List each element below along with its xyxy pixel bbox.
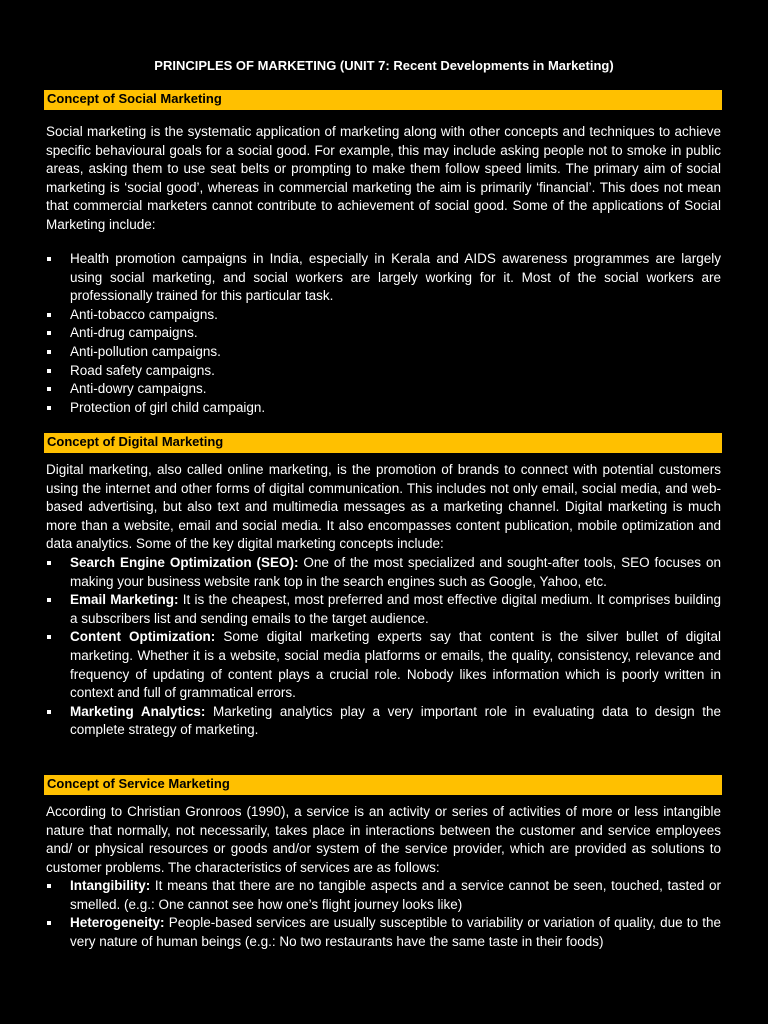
- document-title: PRINCIPLES OF MARKETING (UNIT 7: Recent Developments in Marketing): [154, 58, 614, 73]
- list-item: [46, 914, 721, 951]
- bullet-icon: [47, 331, 51, 335]
- section-heading-service-marketing: Concept of Service Marketing: [44, 775, 722, 795]
- bullet-icon: [47, 635, 51, 639]
- bullet-icon: [47, 884, 51, 888]
- list-item-term: Search Engine Optimization (SEO):: [70, 555, 299, 570]
- service-marketing-paragraph: According to Christian Gronroos (1990), a service is an activity or series of activities of more or less intangible nature that normally, not necessarily, takes place in interactions between the customer and service employees and/ or physical resources or goods and/or system of the service provider, which are provided as solutions to customer problems. The characteristics of services are as follows:: [46, 804, 721, 875]
- bullet-icon: [47, 257, 51, 261]
- list-item: [46, 343, 721, 362]
- list-item: [46, 250, 721, 306]
- list-item-term: Intangibility:: [70, 878, 151, 893]
- list-item: [46, 703, 721, 740]
- bullet-icon: [47, 921, 51, 925]
- service-marketing-list: [46, 877, 721, 951]
- list-item-text: Marketing analytics play a very important role in evaluating data to design the complete strategy of marketing.: [70, 703, 721, 738]
- list-item: [46, 591, 721, 628]
- bullet-icon: [47, 313, 51, 317]
- list-item: [46, 554, 721, 591]
- list-item-term: Marketing Analytics:: [70, 703, 206, 719]
- list-item: [46, 399, 721, 418]
- list-item-text: Road safety campaigns.: [70, 362, 215, 378]
- list-item-text: Anti-dowry campaigns.: [70, 381, 207, 397]
- list-item-term: Content Optimization:: [70, 629, 216, 645]
- list-item-text: Anti-tobacco campaigns.: [70, 306, 218, 322]
- list-item-text: Anti-pollution campaigns.: [70, 343, 221, 359]
- list-item-text: One of the most specialized and sought-after tools, SEO focuses on making your business website rank top in the search engines such as Google, Yahoo, etc.: [70, 555, 721, 589]
- social-marketing-list: [46, 250, 721, 417]
- section-heading-digital-marketing: Concept of Digital Marketing: [44, 433, 722, 453]
- list-item: [46, 306, 721, 325]
- list-item: [46, 380, 721, 399]
- bullet-icon: [47, 350, 51, 354]
- digital-marketing-paragraph: Digital marketing, also called online marketing, is the promotion of brands to connect with potential customers using the internet and other forms of digital communication. This includes not only email, social media, and web-based advertising, but also text and multimedia messages as a marketing channel. Digital marketing is much more than a website, email and social media. It also encompasses content publication, mobile optimization and data analytics. Some of the key digital marketing concepts include:: [46, 462, 721, 552]
- list-item-text: It is the cheapest, most preferred and most effective digital medium. It comprises building a subscribers list and sending emails to the target audience.: [70, 592, 721, 626]
- list-item-text: It means that there are no tangible aspects and a service cannot be seen, touched, tasted or smelled. (e.g.: One cannot see how one’s flight journey looks like): [70, 878, 721, 912]
- bullet-icon: [47, 561, 51, 565]
- list-item-text: People-based services are usually susceptible to variability or variation of quality, due to the very nature of human beings (e.g.: No two restaurants have the same taste in their foods): [70, 915, 721, 949]
- list-item: [46, 362, 721, 381]
- list-item-text: Some digital marketing experts say that content is the silver bullet of digital marketing. Whether it is a website, social media platforms or emails, the quality, consistency, relevance and frequency of updating of content plays a crucial role. Nobody likes information which is poorly written in context and full of grammatical errors.: [70, 629, 721, 701]
- list-item-term: Email Marketing:: [70, 592, 179, 608]
- bullet-icon: [47, 369, 51, 373]
- digital-marketing-list: [46, 554, 721, 740]
- list-item-term: Heterogeneity:: [70, 915, 165, 931]
- list-item-text: Protection of girl child campaign.: [70, 399, 266, 415]
- bullet-icon: [47, 387, 51, 391]
- section-heading-social-marketing: Concept of Social Marketing: [44, 90, 722, 110]
- list-item: [46, 877, 721, 914]
- list-item-text: Health promotion campaigns in India, especially in Kerala and AIDS awareness programmes are largely using social marketing, and social workers are largely working for it. Most of the social workers are professionally trained for this particular task.: [70, 251, 721, 304]
- list-item: [46, 628, 721, 702]
- social-marketing-paragraph: Social marketing is the systematic application of marketing along with other concepts and techniques to achieve specific behavioural goals for a social good. For example, this may include asking people not to smoke in public areas, asking them to use seat belts or prompting to make them follow speed limits. The primary aim of social marketing is ‘social good’, whereas in commercial marketing the aim is primarily ‘financial’. This does not mean that commercial marketers cannot contribute to achievement of social good. Some of the applications of Social Marketing include:: [46, 124, 721, 232]
- list-item-text: Anti-drug campaigns.: [70, 325, 198, 341]
- bullet-icon: [47, 710, 51, 714]
- bullet-icon: [47, 406, 51, 410]
- list-item: [46, 324, 721, 343]
- bullet-icon: [47, 598, 51, 602]
